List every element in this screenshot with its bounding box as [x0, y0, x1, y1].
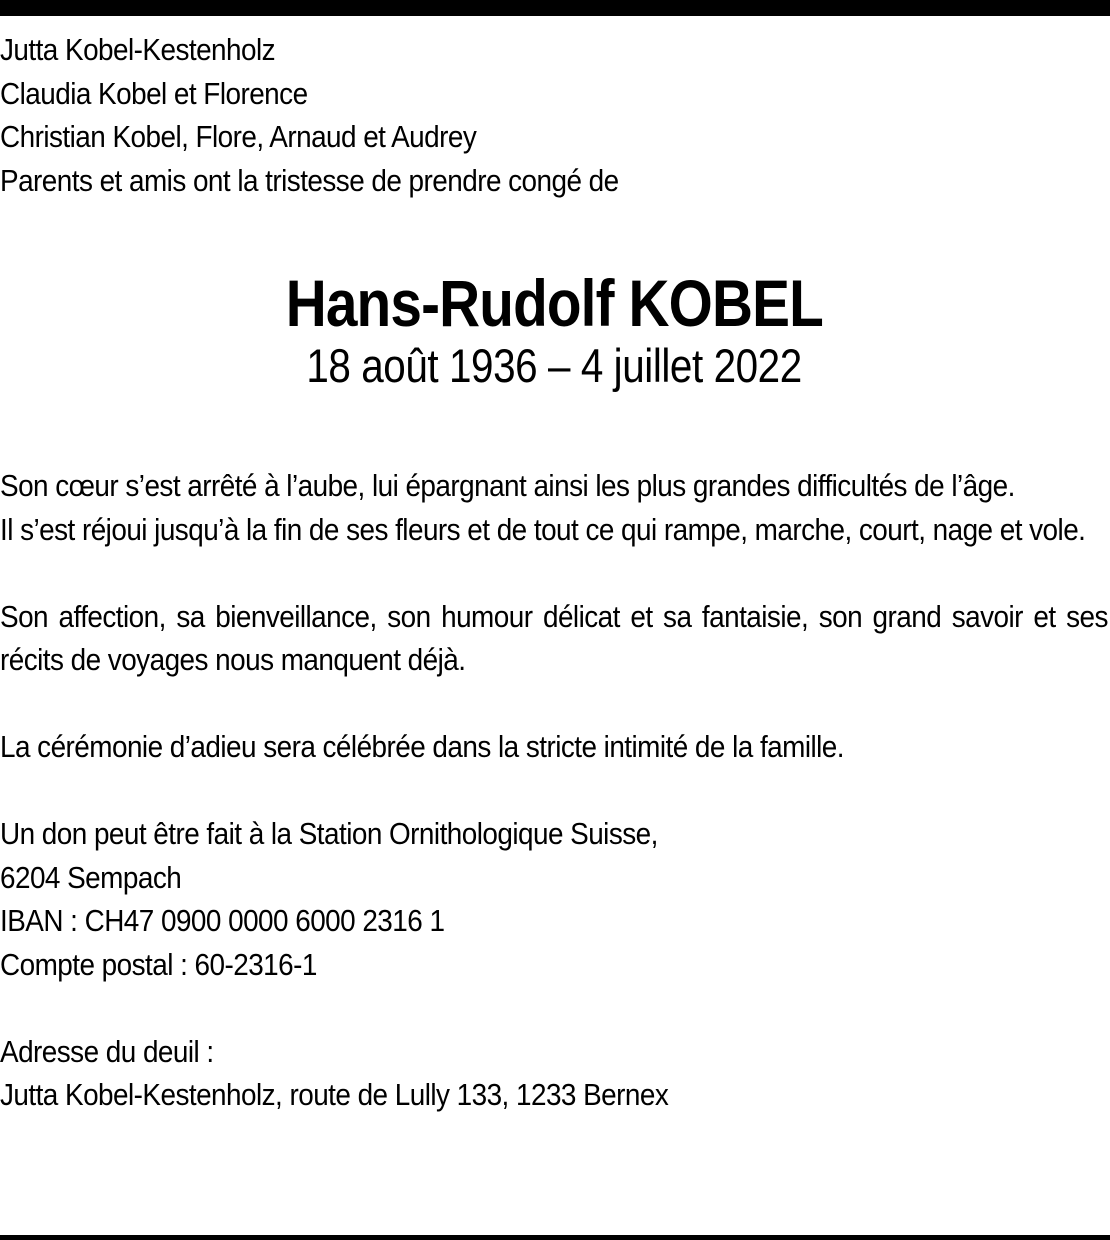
donation-iban: IBAN : CH47 0900 0000 6000 2316 1	[0, 903, 445, 938]
family-line: Christian Kobel, Flore, Arnaud et Audrey	[0, 119, 477, 154]
obituary-notice	[0, 28, 1108, 1117]
mourning-address-block	[0, 1030, 1108, 1117]
paragraph-heart: Son cœur s’est arrêté à l’aube, lui épargnant ainsi les plus grandes difficultés de l’âge.	[0, 468, 1015, 503]
donation-line: Un don peut être fait à la Station Ornithologique Suisse,	[0, 816, 658, 851]
obituary-body	[0, 464, 1108, 1117]
family-line: Jutta Kobel-Kestenholz	[0, 32, 276, 67]
donation-postal-account: Compte postal : 60-2316-1	[0, 946, 317, 982]
paragraph-ceremony: La cérémonie d’adieu sera célébrée dans la stricte intimité de la famille.	[0, 729, 845, 764]
life-dates: 18 août 1936 – 4 juillet 2022	[306, 339, 802, 392]
family-list	[0, 28, 1108, 202]
intro-line: Parents et amis ont la tristesse de prendre congé de	[0, 162, 619, 198]
deceased-block	[0, 265, 1108, 395]
paragraph-flowers: Il s’est réjoui jusqu’à la fin de ses fleurs et de tout ce qui rampe, marche, court, nage et vole.	[0, 511, 1086, 547]
top-border-rule	[0, 0, 1110, 16]
mourning-address: Jutta Kobel-Kestenholz, route de Lully 133, 1233 Bernex	[0, 1077, 669, 1112]
donation-block	[0, 812, 1108, 986]
bottom-border-rule	[0, 1235, 1110, 1240]
deceased-name: Hans-Rudolf KOBEL	[285, 266, 823, 340]
mourning-address-label: Adresse du deuil :	[0, 1033, 214, 1069]
family-line: Claudia Kobel et Florence	[0, 75, 308, 111]
donation-city: 6204 Sempach	[0, 859, 182, 895]
paragraph-affection: Son affection, sa bienveillance, son humour délicat et sa fantaisie, son grand savoir et ses récits de voyages nous manquent déjà.	[0, 598, 1108, 677]
